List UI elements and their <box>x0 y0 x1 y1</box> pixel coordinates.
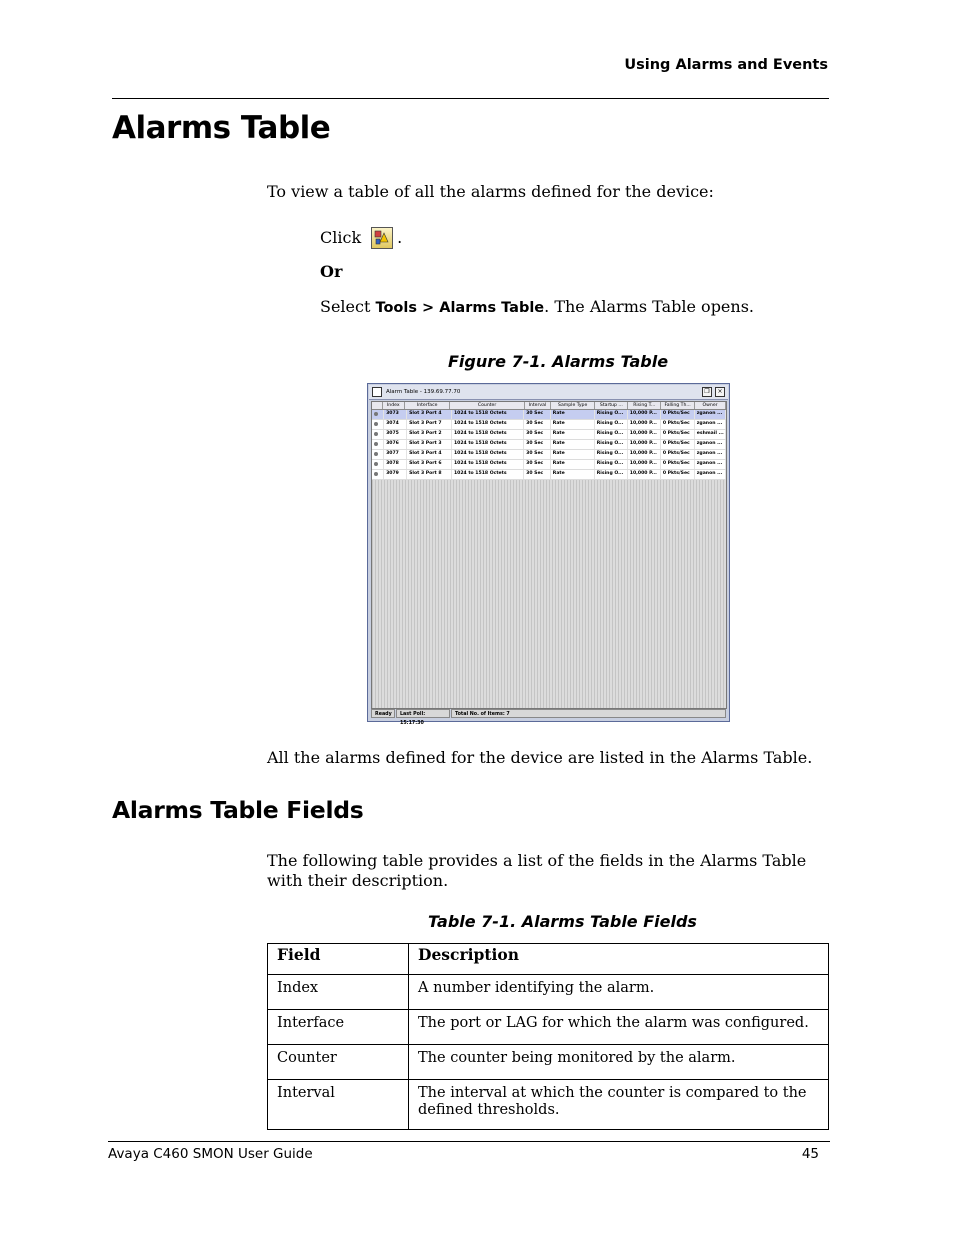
grid-cell: 1024 to 1518 Octets <box>452 440 524 449</box>
or-label: Or <box>320 262 343 281</box>
menu-path: Tools > Alarms Table <box>375 300 545 316</box>
grid-cell: zganon ... <box>695 440 726 449</box>
grid-column-header[interactable]: Startup ... <box>595 402 628 409</box>
fields-table <box>267 943 829 1130</box>
table-row <box>268 1080 829 1130</box>
grid-cell: 3073 <box>384 410 407 419</box>
grid-cell: Rate <box>551 420 595 429</box>
page-number: 45 <box>801 1146 819 1162</box>
table-header-row <box>268 944 829 975</box>
table-row <box>268 975 829 1010</box>
grid-row[interactable] <box>372 420 726 430</box>
grid-cell: 0 Pkts/Sec <box>661 430 695 439</box>
grid-cell: 0 Pkts/Sec <box>661 440 695 449</box>
grid-cell: 0 Pkts/Sec <box>661 420 695 429</box>
grid-cell: zganon ... <box>695 470 726 479</box>
column-header: Field <box>268 944 409 975</box>
grid-cell: Slot 3 Port 7 <box>407 420 452 429</box>
grid-cell: Slot 3 Port 8 <box>407 470 452 479</box>
field-description: The port or LAG for which the alarm was configured. <box>409 1010 829 1045</box>
grid-row[interactable] <box>372 460 726 470</box>
grid-cell: Rate <box>551 410 595 419</box>
grid-cell: Rate <box>551 470 595 479</box>
grid-cell: 10,000 P... <box>628 440 661 449</box>
grid-cell: Rising O... <box>595 410 628 419</box>
grid-cell: 10,000 P... <box>628 430 661 439</box>
row-status-icon <box>372 420 384 429</box>
running-header: Using Alarms and Events <box>624 57 828 73</box>
grid-cell: 1024 to 1518 Octets <box>452 470 524 479</box>
grid-cell: 0 Pkts/Sec <box>661 470 695 479</box>
field-name: Interface <box>268 1010 409 1045</box>
grid-cell: 30 Sec <box>524 470 551 479</box>
click-period: . <box>397 228 403 247</box>
grid-cell: Rate <box>551 440 595 449</box>
field-description: A number identifying the alarm. <box>409 975 829 1010</box>
grid-row[interactable] <box>372 450 726 460</box>
grid-cell: zganon ... <box>695 410 726 419</box>
grid-cell: 3075 <box>384 430 407 439</box>
grid-cell: 10,000 P... <box>628 420 661 429</box>
grid-row[interactable] <box>372 470 726 480</box>
select-instruction <box>320 297 754 318</box>
grid-cell: Rate <box>551 460 595 469</box>
row-status-icon <box>372 430 384 439</box>
status-ready: Ready <box>371 709 395 718</box>
grid-cell: Rising O... <box>595 450 628 459</box>
grid-column-header[interactable]: Interface <box>405 402 450 409</box>
grid-cell: Rising O... <box>595 430 628 439</box>
field-name: Counter <box>268 1045 409 1080</box>
row-status-icon <box>372 460 384 469</box>
grid-column-header[interactable]: Counter <box>450 402 524 409</box>
row-status-icon <box>372 470 384 479</box>
grid-cell: 3074 <box>384 420 407 429</box>
grid-column-header[interactable]: Sample Type <box>551 402 595 409</box>
alarm-table-window <box>367 383 730 726</box>
grid-cell: 1024 to 1518 Octets <box>452 450 524 459</box>
grid-cell: zganon ... <box>695 450 726 459</box>
click-instruction <box>320 227 402 249</box>
grid-cell: 30 Sec <box>524 410 551 419</box>
table-row <box>268 1045 829 1080</box>
grid-cell: 30 Sec <box>524 420 551 429</box>
grid-header <box>372 402 726 410</box>
row-status-icon <box>372 410 384 419</box>
footer-guide-title: Avaya C460 SMON User Guide <box>108 1146 313 1162</box>
alarms-table-icon[interactable] <box>371 227 393 249</box>
grid-cell: zganon ... <box>695 420 726 429</box>
click-label: Click <box>320 228 362 247</box>
grid-cell: 10,000 P... <box>628 410 661 419</box>
grid-cell: Slot 3 Port 2 <box>407 430 452 439</box>
grid-cell: 0 Pkts/Sec <box>661 410 695 419</box>
grid-cell: Rising O... <box>595 420 628 429</box>
grid-column-header[interactable]: Index <box>383 402 405 409</box>
table-caption: Table 7-1. Alarms Table Fields <box>428 912 697 931</box>
grid-row[interactable] <box>372 410 726 420</box>
grid-cell: 30 Sec <box>524 430 551 439</box>
grid-cell: zganon ... <box>695 460 726 469</box>
grid-cell: eshmail ... <box>695 430 726 439</box>
grid-cell: Rising O... <box>595 440 628 449</box>
field-description: The interval at which the counter is compared to the defined thresholds. <box>409 1080 829 1130</box>
grid-cell: 1024 to 1518 Octets <box>452 430 524 439</box>
grid-cell: 0 Pkts/Sec <box>661 450 695 459</box>
grid-cell: 30 Sec <box>524 450 551 459</box>
grid-cell: Slot 3 Port 4 <box>407 410 452 419</box>
close-icon[interactable]: × <box>715 387 725 397</box>
status-last-poll: Last Poll: 15:17:30 <box>396 709 450 718</box>
header-rule <box>112 98 829 99</box>
select-suffix: . The Alarms Table opens. <box>544 297 754 316</box>
alarms-grid <box>371 401 727 709</box>
grid-cell: 10,000 P... <box>628 470 661 479</box>
field-name: Interval <box>268 1080 409 1130</box>
grid-cell: Slot 3 Port 4 <box>407 450 452 459</box>
grid-body <box>372 410 726 480</box>
field-name: Index <box>268 975 409 1010</box>
grid-cell: Rising O... <box>595 470 628 479</box>
window-icon <box>372 387 382 397</box>
listed-paragraph: All the alarms defined for the device are listed in the Alarms Table. <box>267 748 813 767</box>
figure-caption: Figure 7-1. Alarms Table <box>448 352 669 371</box>
page-title: Alarms Table <box>112 110 331 146</box>
grid-column-header[interactable]: Owner <box>695 402 726 409</box>
grid-row[interactable] <box>372 430 726 440</box>
row-status-icon <box>372 440 384 449</box>
grid-column-header[interactable] <box>372 402 383 409</box>
grid-cell: 3078 <box>384 460 407 469</box>
grid-cell: 30 Sec <box>524 440 551 449</box>
field-description: The counter being monitored by the alarm. <box>409 1045 829 1080</box>
grid-cell: 3077 <box>384 450 407 459</box>
intro-paragraph: To view a table of all the alarms defined for the device: <box>267 182 714 201</box>
grid-column-header[interactable]: Interval <box>525 402 551 409</box>
grid-cell: Rate <box>551 430 595 439</box>
grid-cell: 30 Sec <box>524 460 551 469</box>
restore-icon[interactable]: ❐ <box>702 387 712 397</box>
grid-cell: 3076 <box>384 440 407 449</box>
status-total: Total No. of Items: 7 <box>451 709 726 718</box>
column-header: Description <box>409 944 829 975</box>
grid-row[interactable] <box>372 440 726 450</box>
grid-cell: Slot 3 Port 6 <box>407 460 452 469</box>
grid-cell: Slot 3 Port 3 <box>407 440 452 449</box>
grid-column-header[interactable]: Falling Th... <box>661 402 695 409</box>
footer-rule <box>108 1141 830 1142</box>
grid-cell: 1024 to 1518 Octets <box>452 460 524 469</box>
grid-cell: 1024 to 1518 Octets <box>452 410 524 419</box>
section-heading: Alarms Table Fields <box>112 796 364 824</box>
window-title: Alarm Table - 139.69.77.70 <box>386 389 461 395</box>
following-paragraph: The following table provides a list of the fields in the Alarms Table with their description. <box>267 851 807 890</box>
select-prefix: Select <box>320 297 376 316</box>
status-bar <box>371 709 727 726</box>
table-row <box>268 1010 829 1045</box>
grid-cell: 1024 to 1518 Octets <box>452 420 524 429</box>
grid-column-header[interactable]: Rising T... <box>628 402 661 409</box>
window-title-bar <box>369 385 728 400</box>
row-status-icon <box>372 450 384 459</box>
grid-cell: Rate <box>551 450 595 459</box>
grid-cell: 0 Pkts/Sec <box>661 460 695 469</box>
grid-cell: 10,000 P... <box>628 450 661 459</box>
grid-cell: Rising O... <box>595 460 628 469</box>
grid-cell: 10,000 P... <box>628 460 661 469</box>
grid-cell: 3079 <box>384 470 407 479</box>
